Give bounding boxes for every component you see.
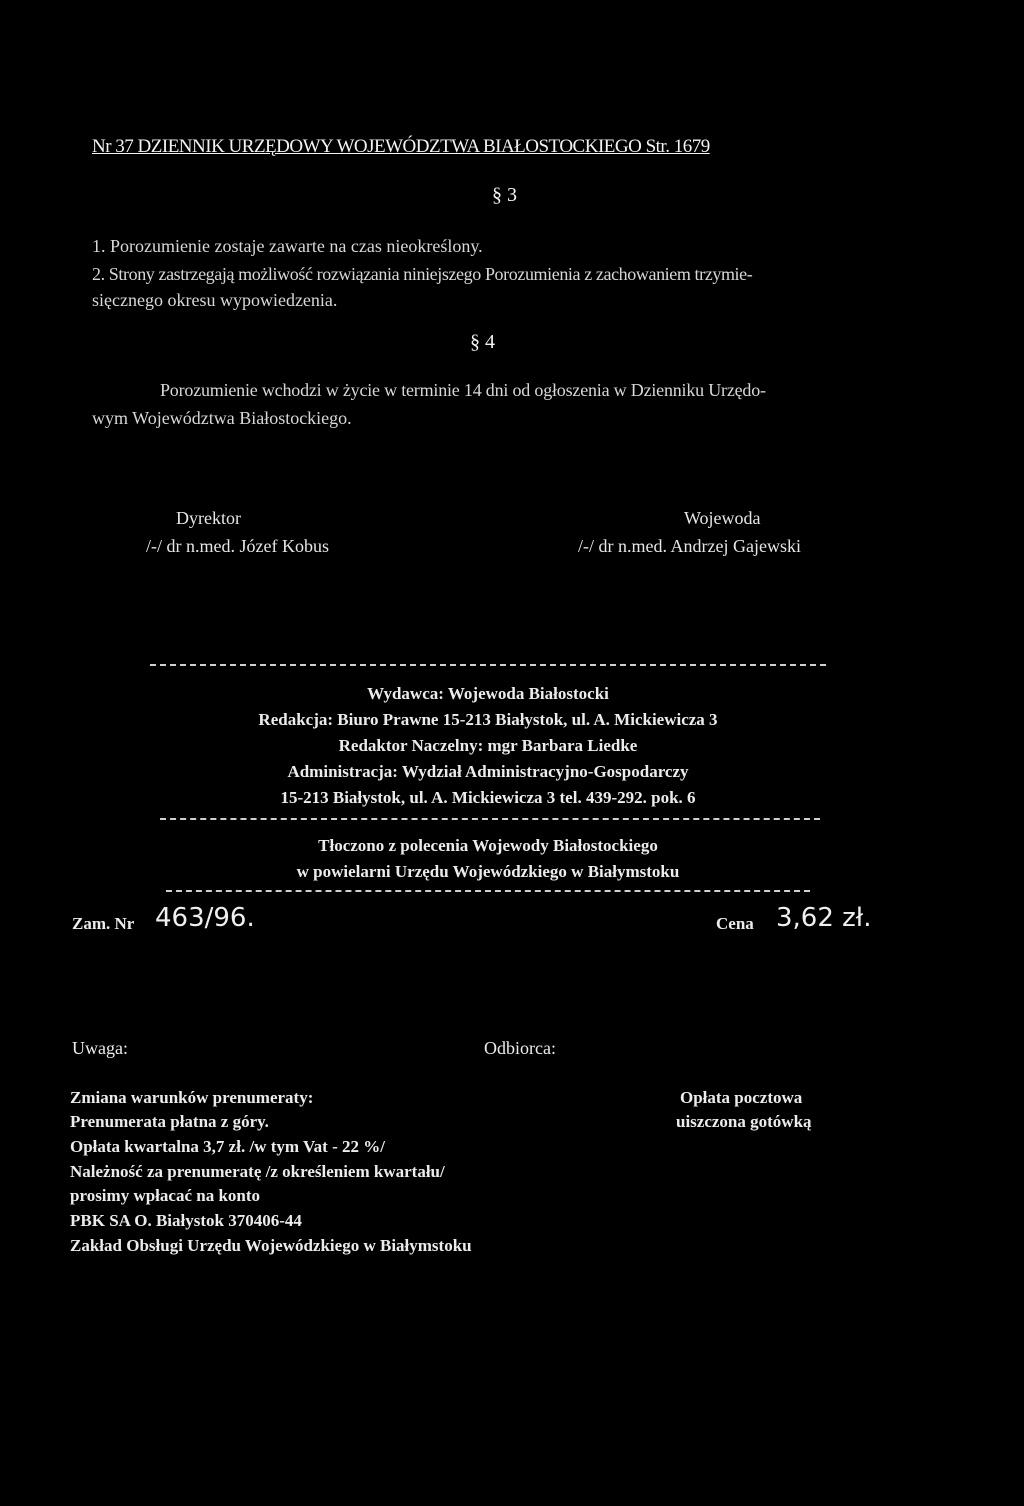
signature-right-name: /-/ dr n.med. Andrzej Gajewski (578, 536, 801, 556)
section-3-title: § 3 (492, 184, 517, 206)
note-uwaga: Uwaga: (72, 1038, 128, 1058)
section-3-item-1: 1. Porozumienie zostaje zawarte na czas nieokreślony. (92, 236, 483, 256)
subscription-line-2: Prenumerata płatna z góry. (70, 1112, 269, 1131)
colophon-printed-by: Tłoczono z polecenia Wojewody Białostockiego (318, 836, 658, 855)
price-label: Cena (716, 914, 754, 933)
subscription-line-6: PBK SA O. Białystok 370406-44 (70, 1211, 302, 1230)
colophon-print-house: w powielarni Urzędu Wojewódzkiego w Białymstoku (296, 862, 680, 881)
subscription-line-1: Zmiana warunków prenumeraty: (70, 1088, 314, 1107)
price-value: 3,62 zł. (776, 903, 872, 933)
divider-bottom (166, 890, 810, 892)
colophon-administration: Administracja: Wydział Administracyjno-Gospodarczy (287, 762, 689, 781)
section-3-item-2-line-1: 2. Strony zastrzegają możliwość rozwiązania niniejszego Porozumienia z zachowaniem trzymie- (92, 264, 753, 284)
note-odbiorca: Odbiorca: (484, 1038, 556, 1058)
section-4-line-2: wym Województwa Białostockiego. (92, 408, 352, 428)
subscription-line-7: Zakład Obsługi Urzędu Wojewódzkiego w Białymstoku (70, 1236, 472, 1255)
colophon-editor-in-chief: Redaktor Naczelny: mgr Barbara Liedke (338, 736, 638, 755)
colophon-publisher: Wydawca: Wojewoda Białostocki (367, 684, 609, 703)
divider-top (150, 664, 826, 666)
colophon-address: 15-213 Białystok, ul. A. Mickiewicza 3 tel. 439-292. pok. 6 (280, 788, 696, 807)
section-3-item-2-line-2: sięcznego okresu wypowiedzenia. (92, 290, 338, 310)
signature-left-name: /-/ dr n.med. Józef Kobus (146, 536, 329, 556)
subscription-line-5: prosimy wpłacać na konto (70, 1186, 261, 1205)
subscription-line-3: Opłata kwartalna 3,7 zł. /w tym Vat - 22 %/ (70, 1137, 385, 1156)
signature-right-role: Wojewoda (684, 508, 761, 528)
order-number-label: Zam. Nr (72, 914, 135, 933)
colophon-editorial: Redakcja: Biuro Prawne 15-213 Białystok, ul. A. Mickiewicza 3 (258, 710, 718, 729)
section-4-line-1: Porozumienie wchodzi w życie w terminie 14 dni od ogłoszenia w Dzienniku Urzędo- (160, 380, 766, 400)
order-number-value: 463/96. (155, 903, 255, 933)
subscription-line-4: Należność za prenumeratę /z określeniem kwartału/ (70, 1162, 445, 1181)
page-header: Nr 37 DZIENNIK URZĘDOWY WOJEWÓDZTWA BIAŁOSTOCKIEGO Str. 1679 (92, 136, 710, 157)
postage-line-2: uiszczona gotówką (676, 1112, 812, 1131)
signature-left-role: Dyrektor (176, 508, 241, 528)
postage-line-1: Opłata pocztowa (680, 1088, 803, 1107)
section-4-title: § 4 (470, 331, 495, 353)
divider-middle (160, 818, 820, 820)
